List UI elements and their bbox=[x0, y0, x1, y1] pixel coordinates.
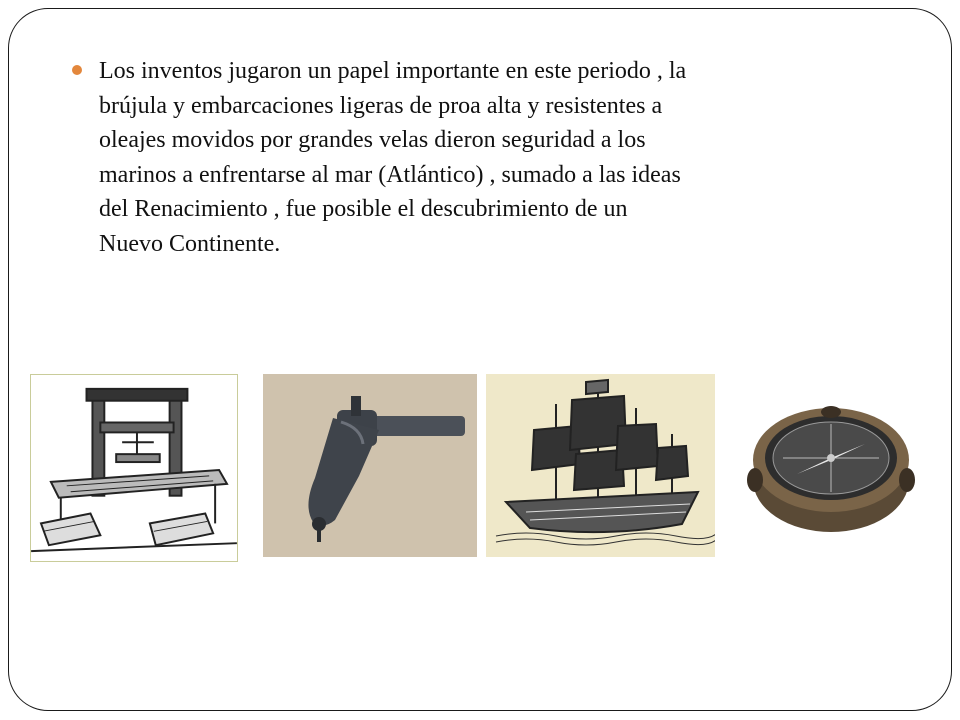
bullet-line: oleajes movidos por grandes velas dieron seguridad a los bbox=[99, 127, 646, 153]
bullet-item bbox=[72, 54, 872, 261]
printing-press-image bbox=[30, 374, 238, 562]
ship-image bbox=[486, 374, 715, 557]
bullet-dot-icon bbox=[72, 65, 82, 75]
bullet-line: brújula y embarcaciones ligeras de proa alta y resistentes a bbox=[99, 92, 663, 119]
bullet-line: Los inventos jugaron un papel importante en este periodo , la bbox=[99, 58, 687, 84]
bullet-text bbox=[99, 54, 872, 261]
compass-image bbox=[727, 374, 937, 554]
bullet-line: Nuevo Continente. bbox=[99, 230, 281, 257]
bullet-line: del Renacimiento , fue posible el descubrimiento de un bbox=[99, 196, 628, 222]
pistol-image bbox=[263, 374, 477, 557]
bullet-line: marinos a enfrentarse al mar (Atlántico) , sumado a las ideas bbox=[99, 161, 681, 188]
